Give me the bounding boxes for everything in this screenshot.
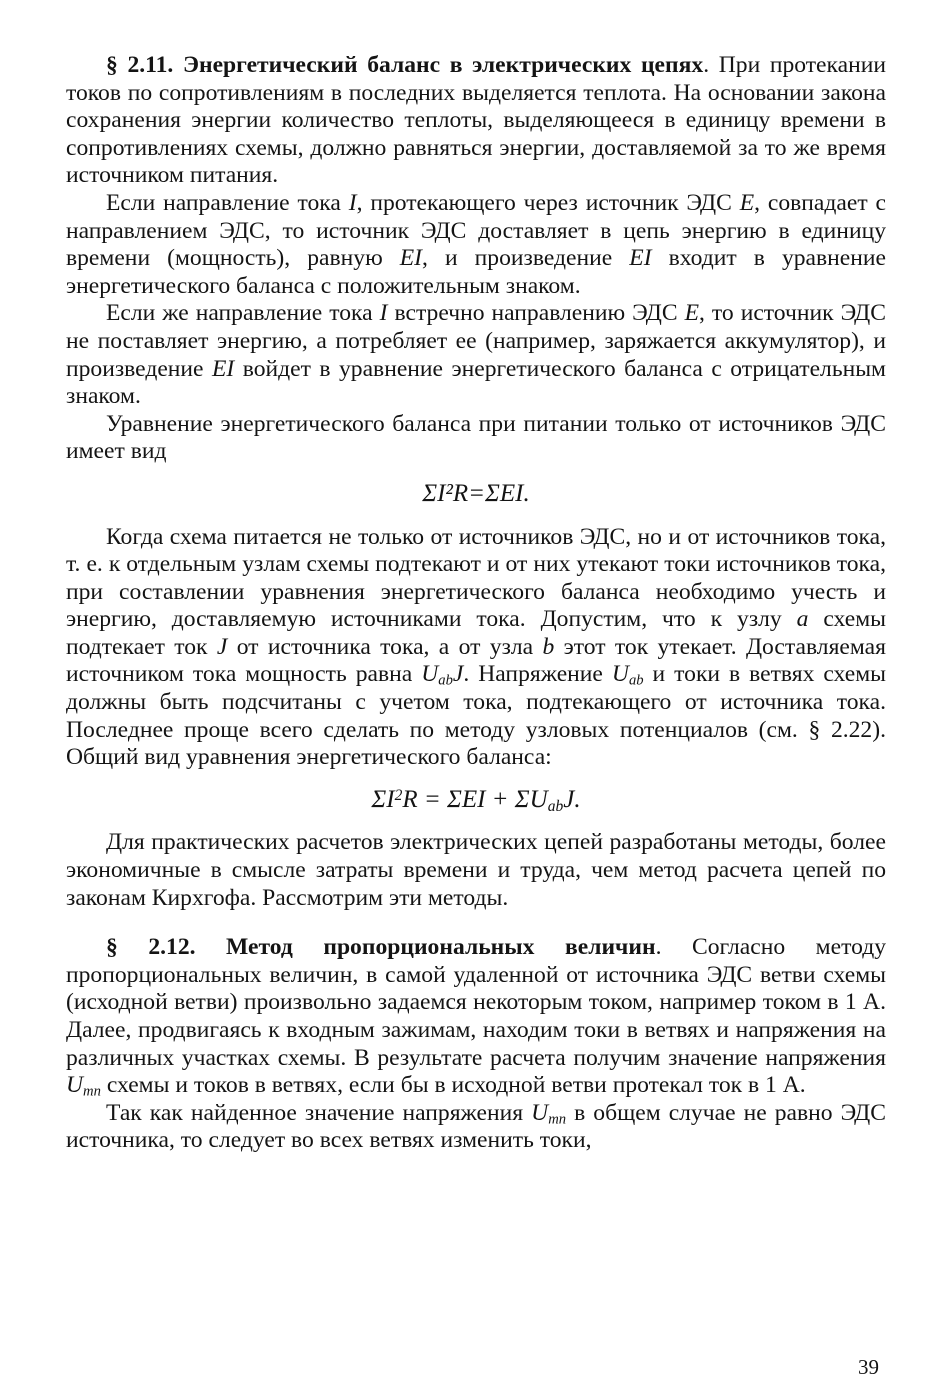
- section-heading: § 2.12. Метод пропорциональных величин: [106, 934, 656, 961]
- math-var: [66, 1072, 101, 1098]
- formula-part: R = ΣEI + ΣU: [402, 785, 548, 813]
- formula-superscript: 2: [394, 786, 403, 804]
- math-var-base: U: [421, 661, 439, 688]
- math-var: [421, 661, 464, 690]
- math-var-base: U: [611, 661, 629, 688]
- section-2-11-intro-paragraph: [66, 52, 886, 190]
- section-2-12-intro-paragraph: [66, 934, 886, 1100]
- math-var: [611, 661, 644, 690]
- paragraph-voltage-scaling: [66, 1100, 886, 1155]
- math-var-tail: J: [452, 661, 464, 688]
- formula-text: [371, 786, 580, 813]
- math-subscript: ab: [628, 673, 644, 690]
- text-run: встречно направлению ЭДС: [387, 300, 685, 327]
- math-var: EI: [629, 245, 652, 272]
- text-run: в общем случае не равно ЭДС источника, то следует во всех ветвях изменить токи,: [66, 1099, 886, 1154]
- paragraph-methods-overview: Для практических расчетов электрических цепей разработаны методы, более экономичные в смысле затраты времени и труда, чем метод расчета цепей по законам Кирхгофа. Рассмотрим эти методы.: [66, 829, 886, 911]
- text-run: , то источник ЭДС не поставляет энергию, а потребляет ее (например, заряжается аккумулятор), и произведение: [66, 300, 886, 382]
- math-var: E: [684, 300, 699, 327]
- text-run: , и произведение: [422, 245, 630, 272]
- math-subscript: mn: [548, 1111, 567, 1128]
- text-run: этот ток утекает. Доставляемая источником тока мощность равна: [66, 633, 886, 688]
- formula-subscript: ab: [547, 797, 564, 815]
- formula-energy-balance-general: [66, 786, 886, 814]
- section-gap: [66, 912, 886, 934]
- math-var: I: [379, 300, 388, 327]
- formula-part: J.: [563, 785, 581, 813]
- text-run: Когда схема питается не только от источников ЭДС, но и от источников тока, т. е. к отдельным узлам схемы подтекают и от них утекают токи источников тока, при составлении уравнения энергетического баланса необходимо учесть и энергию, доставляемую источниками тока. Допустим, что к узлу: [66, 523, 886, 633]
- section-heading: § 2.11. Энергетический баланс в электрических цепях: [106, 52, 704, 78]
- math-var: EI: [399, 245, 423, 272]
- paragraph-emf-codirectional: [66, 190, 886, 300]
- text-run: Если же направление тока: [106, 300, 380, 327]
- text-run: от источника тока, а от узла: [227, 633, 543, 660]
- text-run: и токи в ветвях схемы должны быть подсчитаны с учетом тока, подтекающего от источника тока. Последнее проще всего сделать по методу узловых потенциалов (см. § 2.22). Общий вид уравнения энергетического баланса:: [66, 661, 886, 771]
- math-var: [531, 1100, 566, 1126]
- text-run: входит в уравнение энергетического баланса с положительным знаком.: [66, 245, 886, 299]
- paragraph-current-sources: [66, 524, 886, 772]
- math-subscript: ab: [438, 673, 453, 690]
- text-run: Так как найденное значение напряжения: [106, 1099, 532, 1126]
- text-run: . Напряжение: [463, 661, 612, 688]
- math-var: EI: [212, 355, 235, 382]
- formula-part: ΣI: [371, 785, 395, 813]
- math-subscript: mn: [83, 1083, 101, 1100]
- paragraph-emf-opposite: [66, 300, 886, 410]
- math-var-base: U: [66, 1072, 84, 1099]
- text-run: , совпадает с направлением ЭДС, то источник ЭДС доставляет в цепь энергию в единицу времени (мощность), равную: [66, 189, 886, 272]
- page-number: 39: [858, 1355, 879, 1379]
- formula-energy-balance: [66, 480, 886, 508]
- text-run: войдет в уравнение энергетического баланса с отрицательным знаком.: [66, 355, 886, 410]
- text-run: схемы подтекает ток: [66, 606, 886, 660]
- paragraph-balance-equation-intro: Уравнение энергетического баланса при питании только от источников ЭДС имеет вид: [66, 410, 886, 465]
- math-var: E: [739, 189, 755, 216]
- text-run: Если направление тока: [106, 189, 349, 216]
- text-run: , протекающего через источник ЭДС: [356, 189, 740, 216]
- math-var: a: [796, 606, 809, 633]
- math-var: b: [542, 633, 555, 660]
- paragraph-text: . При протекании токов по сопротивлениям в последних выделяется теплота. На основании закона сохранения энергии количество теплоты, выделяющееся в единицу времени в сопротивлениях схемы, должно равняться энергии, доставляемой за то же время источником питания.: [66, 52, 886, 189]
- math-var-base: U: [531, 1099, 549, 1126]
- math-var: J: [216, 633, 228, 660]
- text-run: . Согласно методу пропорциональных величин, в самой удаленной от источника ЭДС ветви схемы (исходной ветви) произвольно задаемся некоторым током, например током в 1 А. Далее, продвигаясь к входным зажимам, находим токи в ветвях и напряжения на различных участках схемы. В результате расчета получим значение напряжения: [66, 934, 887, 1071]
- math-var: I: [348, 189, 357, 216]
- text-column: [66, 52, 886, 1155]
- text-run: схемы и токов в ветвях, если бы в исходной ветви протекал ток в 1 А.: [100, 1072, 806, 1099]
- formula-text: ΣI²R=ΣEI.: [422, 479, 530, 507]
